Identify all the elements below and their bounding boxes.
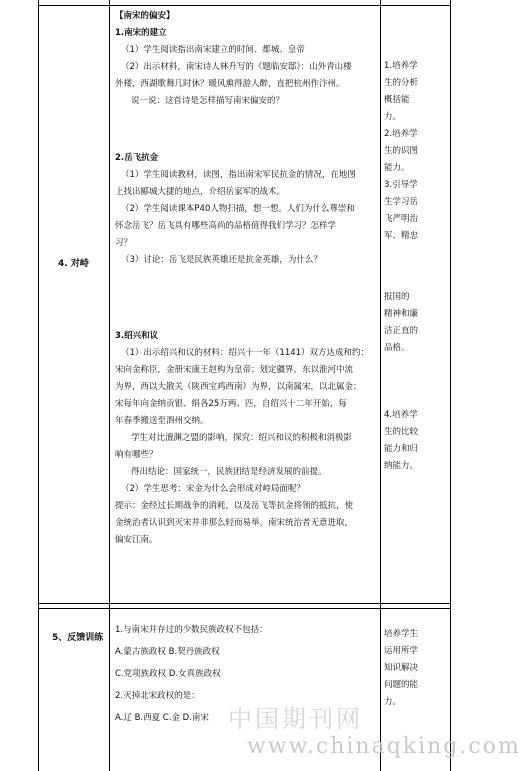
watermark-url: www.chinaqking.com xyxy=(247,734,521,759)
row-divider-2 xyxy=(38,608,451,609)
objective-line: 军、精忠 xyxy=(384,231,419,241)
watermark-cn: 中国期刊网 xyxy=(228,705,363,733)
section-title: 【南宋的偏安】 xyxy=(115,11,175,21)
objective-line: 问题的能 xyxy=(384,680,419,690)
text-line: 宋向金称臣，金册宋康王赵构为皇帝；划定疆界，东以淮河中流 xyxy=(115,365,354,375)
text-line: 外楼，西湖歌舞几时休？暖风熏得游人醉，直把杭州作汴州。 xyxy=(115,79,345,89)
question-2-options: A.辽 B.西夏 C.金 D.南宋 xyxy=(115,713,209,723)
objective-line: 力。 xyxy=(384,697,402,707)
objective-line: 纳能力。 xyxy=(384,461,419,471)
subsection-heading: 2.岳飞抗金 xyxy=(115,153,159,163)
text-line: 响有哪些？ xyxy=(115,450,158,460)
text-line: 上找出郾城大捷的地点，介绍岳家军的战术。 xyxy=(115,187,286,197)
row-label-feedback: 5、反馈训练 xyxy=(52,633,104,643)
objective-line: 运用所学 xyxy=(384,646,419,656)
objective-line: 飞严明治 xyxy=(384,214,419,224)
objective-line: 知识解决 xyxy=(384,663,419,673)
text-line: （1）学生阅读教材，读图，指出南宋军民抗金的情况，在地图 xyxy=(121,170,356,180)
table-divider-side xyxy=(380,0,381,771)
objective-line: 洁正直的 xyxy=(384,326,419,336)
text-line: 怀念岳飞？岳飞具有哪些高尚的品格值得我们学习？怎样学 xyxy=(115,221,337,231)
text-line: 习？ xyxy=(115,238,133,248)
question-2: 2.灭掉北宋政权的是： xyxy=(115,691,200,701)
objective-line: 能力。 xyxy=(384,163,410,173)
text-line: （3）讨论：岳飞是民族英雄还是抗金英雄，为什么？ xyxy=(121,255,322,265)
objective-line: 生的比较 xyxy=(384,427,419,437)
text-line: 金统治者认识到灭宋并非那么轻而易举，南宋统治者无意进取， xyxy=(115,518,354,528)
table-border-right xyxy=(450,0,451,771)
objective-line: 3.引导学 xyxy=(384,180,418,190)
objective-line: 生学习岳 xyxy=(384,197,419,207)
objectives-column-cont xyxy=(384,289,442,357)
objective-line: 精神和廉 xyxy=(384,309,419,319)
feedback-objective xyxy=(384,626,442,711)
lesson-content-yuefei xyxy=(115,150,378,269)
text-line: （1）学生阅读指出南宋建立的时间、都城、皇帝 xyxy=(121,45,305,55)
lesson-content-main xyxy=(115,8,378,110)
row-divider-1 xyxy=(38,5,451,6)
objective-line: 2.培养学 xyxy=(384,129,418,139)
objectives-column-cont2 xyxy=(384,407,442,475)
subsection-heading: 3.绍兴和议 xyxy=(115,331,159,341)
row-divider-3 xyxy=(38,603,451,604)
objective-line: 能力和归 xyxy=(384,444,419,454)
objective-line: 培养学生 xyxy=(384,629,419,639)
text-line: 学生对比澶渊之盟的影响，探究：绍兴和议的积极和消极影 xyxy=(131,433,353,443)
objective-line: 1.培养学 xyxy=(384,61,418,71)
row-label-confrontation: 4. 对峙 xyxy=(58,259,89,269)
objective-line: 品格。 xyxy=(384,343,410,353)
text-line: 为界，西以大散关（陕西宝鸡西南）为界，以南属宋，以北属金； xyxy=(115,382,362,392)
text-line: （2）学生阅读课本P40人物扫描，想一想。人们为什么尊崇和 xyxy=(121,204,355,214)
text-line: 宋每年向金纳贡银、绢各25万两、匹，自绍兴十二年开始，每 xyxy=(115,399,347,409)
text-line: （1）出示绍兴和议的材料：绍兴十一年（1141）双方达成和约： xyxy=(121,348,370,358)
subsection-heading: 1.南宋的建立 xyxy=(115,28,167,38)
text-line: 提示：金经过长期战争的消耗，以及岳飞等抗金将领的抵抗，使 xyxy=(115,501,354,511)
objective-line: 力。 xyxy=(384,112,402,122)
objective-line: 报国的 xyxy=(384,292,410,302)
objective-line: 生的识图 xyxy=(384,146,419,156)
lesson-content-shaoxing xyxy=(115,328,378,549)
question-1-options-ab: A.蒙古族政权 B.契丹族政权 xyxy=(115,647,220,657)
text-line: 得出结论：国家统一，民族团结是经济发展的前提。 xyxy=(131,467,327,477)
text-line: 年春季搬送至泗州交纳。 xyxy=(115,416,209,426)
text-line: （2）出示材料，南宋诗人林升写的《题临安邸》：山外青山楼 xyxy=(121,62,352,72)
text-line: 偏安江南。 xyxy=(115,535,158,545)
objective-line: 概括能 xyxy=(384,95,410,105)
text-line: （2）学生思考：宋金为什么会形成对峙局面呢？ xyxy=(121,484,305,494)
objective-line: 4.培养学 xyxy=(384,410,418,420)
text-line: 说一说：这首诗是怎样描写南宋偏安的？ xyxy=(131,96,285,106)
objectives-column xyxy=(384,58,442,245)
question-1: 1.与南宋并存过的少数民族政权不包括： xyxy=(115,625,268,635)
question-1-options-cd: C.党项族政权 D.女真族政权 xyxy=(115,669,221,679)
table-divider-label xyxy=(109,0,110,771)
objective-line: 生的分析 xyxy=(384,78,419,88)
table-border-left xyxy=(38,0,39,771)
